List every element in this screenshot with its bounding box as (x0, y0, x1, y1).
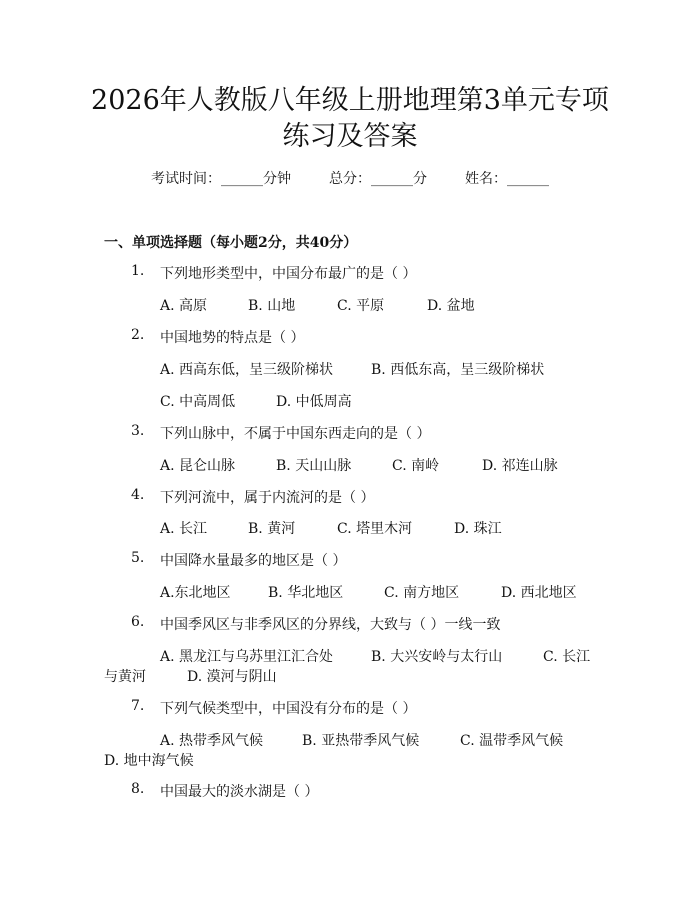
option-b: B. 华北地区 (268, 585, 344, 601)
option-d: D. 珠江 (454, 521, 502, 537)
document-title-line-2: 练习及答案 (282, 121, 418, 152)
option-b: B. 西低东高，呈三级阶梯状 (371, 362, 545, 378)
document-title-line-1: 2026年人教版八年级上册地理第3单元专项 (91, 85, 609, 116)
option-b: B. 天山山脉 (276, 458, 352, 474)
question-number: 5. (131, 550, 145, 566)
total-score-field: 总分：______分 (329, 171, 427, 187)
option-c-continued: 与黄河 (104, 669, 146, 685)
question-text: 下列气候类型中，中国没有分布的是（ ） (160, 701, 417, 717)
question-number: 8. (131, 781, 145, 797)
option-d: D. 漠河与阴山 (187, 669, 277, 685)
question-number: 3. (131, 423, 145, 439)
option-a: A. 长江 (160, 521, 208, 537)
option-b: B. 黄河 (248, 521, 296, 537)
question-text: 中国地势的特点是（ ） (160, 330, 305, 346)
option-b: B. 亚热带季风气候 (302, 733, 420, 749)
question-number: 6. (131, 614, 145, 630)
option-d: D. 祁连山脉 (482, 458, 558, 474)
option-a: A. 热带季风气候 (160, 733, 264, 749)
question-text: 中国最大的淡水湖是（ ） (160, 784, 319, 800)
option-c: C. 南方地区 (384, 585, 460, 601)
option-b: B. 山地 (248, 298, 296, 314)
question-number: 1. (131, 263, 145, 279)
exam-time-field: 考试时间：______分钟 (151, 171, 291, 187)
question-text: 下列山脉中，不属于中国东西走向的是（ ） (160, 426, 431, 442)
option-a: A.东北地区 (160, 585, 231, 601)
option-c: C. 南岭 (392, 458, 440, 474)
option-a: A. 昆仑山脉 (160, 458, 236, 474)
option-d: D. 西北地区 (501, 585, 577, 601)
question-text: 中国降水量最多的地区是（ ） (160, 553, 347, 569)
question-text: 下列地形类型中，中国分布最广的是（ ） (160, 266, 417, 282)
option-a: A. 高原 (160, 298, 208, 314)
option-c: C. 平原 (337, 298, 385, 314)
option-b: B. 大兴安岭与太行山 (371, 649, 503, 665)
question-text: 中国季风区与非季风区的分界线，大致与（ ）一线一致 (160, 617, 501, 633)
name-field: 姓名：______ (465, 171, 549, 187)
section-heading: 一、单项选择题（每小题2分，共40分） (104, 235, 358, 251)
exam-info-line (0, 168, 700, 188)
question-number: 2. (131, 327, 145, 343)
option-c: C. 中高周低 (160, 394, 236, 410)
option-a: A. 西高东低，呈三级阶梯状 (160, 362, 334, 378)
question-number: 4. (131, 487, 145, 503)
option-d: D. 地中海气候 (104, 753, 194, 769)
option-a: A. 黑龙江与乌苏里江汇合处 (160, 649, 334, 665)
option-d: D. 盆地 (427, 298, 475, 314)
option-c: C. 塔里木河 (337, 521, 413, 537)
question-text: 下列河流中，属于内流河的是（ ） (160, 490, 375, 506)
option-d: D. 中低周高 (276, 394, 352, 410)
question-number: 7. (131, 698, 145, 714)
option-c: C. 长江 (543, 649, 591, 665)
option-c: C. 温带季风气候 (460, 733, 564, 749)
